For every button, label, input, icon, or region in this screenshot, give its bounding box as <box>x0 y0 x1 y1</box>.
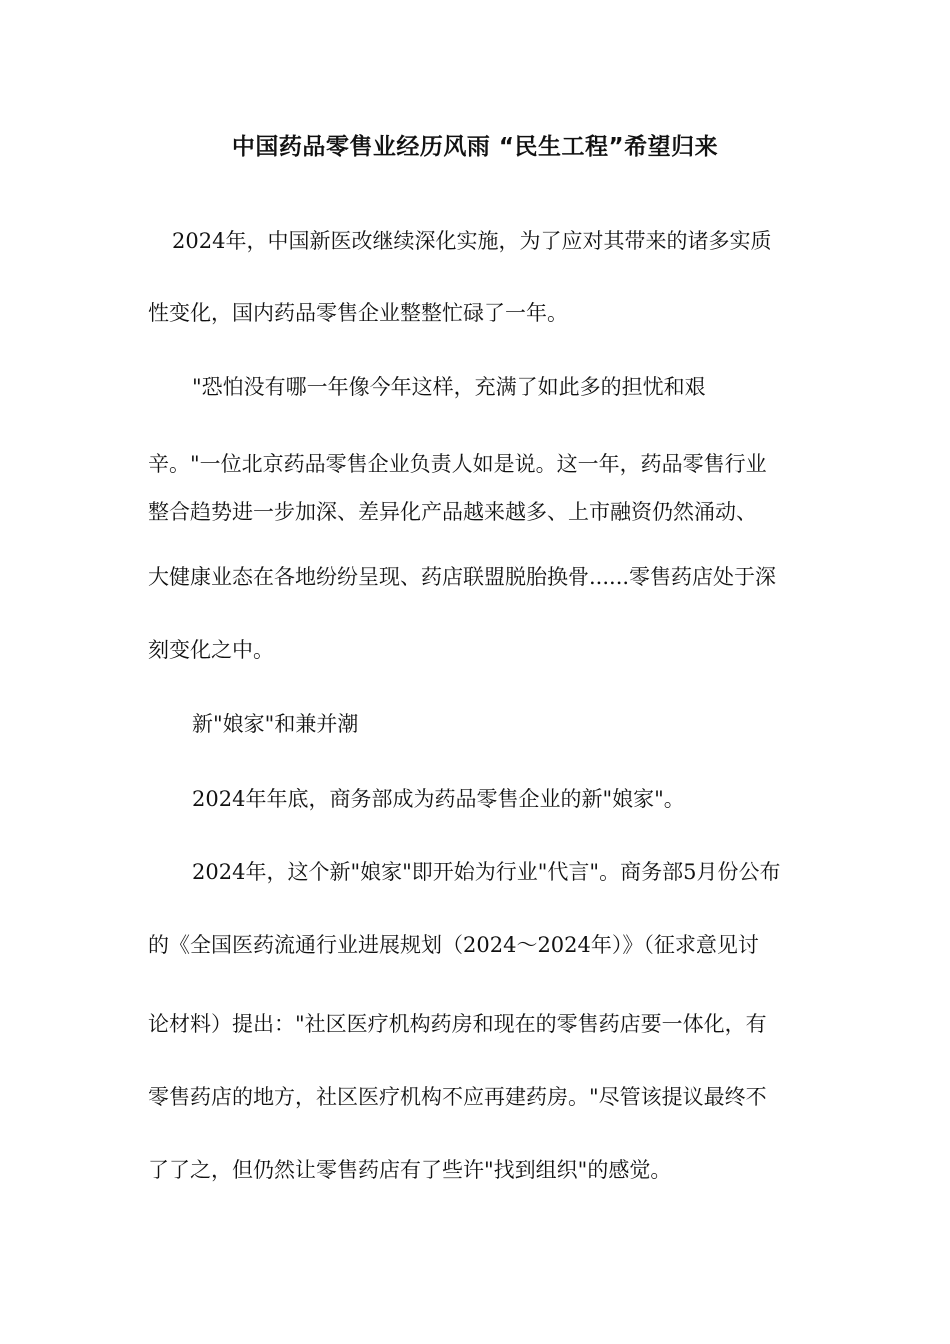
paragraph-line: 的《全国医药流通行业进展规划（2024～2024年）》（征求意见讨 <box>148 933 759 957</box>
paragraph-line: 2024年，中国新医改继续深化实施，为了应对其带来的诸多实质 <box>172 229 772 253</box>
paragraph-line: 刻变化之中。 <box>148 638 274 662</box>
paragraph-line: 2024年，这个新"娘家"即开始为行业"代言"。商务部5月份公布 <box>192 860 781 884</box>
paragraph-line: 零售药店的地方，社区医疗机构不应再建药房。"尽管该提议最终不 <box>148 1085 767 1109</box>
document-title: 中国药品零售业经历风雨 “民生工程”希望归来 <box>231 134 719 160</box>
paragraph-line: 大健康业态在各地纷纷呈现、药店联盟脱胎换骨......零售药店处于深 <box>148 565 777 589</box>
paragraph-line: 性变化，国内药品零售企业整整忙碌了一年。 <box>148 301 568 325</box>
paragraph-line: 论材料）提出："社区医疗机构药房和现在的零售药店要一体化，有 <box>148 1012 767 1036</box>
paragraph-line: 了了之，但仍然让零售药店有了些许"找到组织"的感觉。 <box>148 1158 672 1182</box>
paragraph-line: "恐怕没有哪一年像今年这样，充满了如此多的担忧和艰 <box>192 375 706 399</box>
section-heading: 新"娘家"和兼并潮 <box>192 712 359 736</box>
paragraph-line: 整合趋势进一步加深、差异化产品越来越多、上市融资仍然涌动、 <box>148 500 757 524</box>
paragraph-line: 辛。"一位北京药品零售企业负责人如是说。这一年，药品零售行业 <box>148 452 767 476</box>
paragraph-line: 2024年年底，商务部成为药品零售企业的新"娘家"。 <box>192 787 685 811</box>
